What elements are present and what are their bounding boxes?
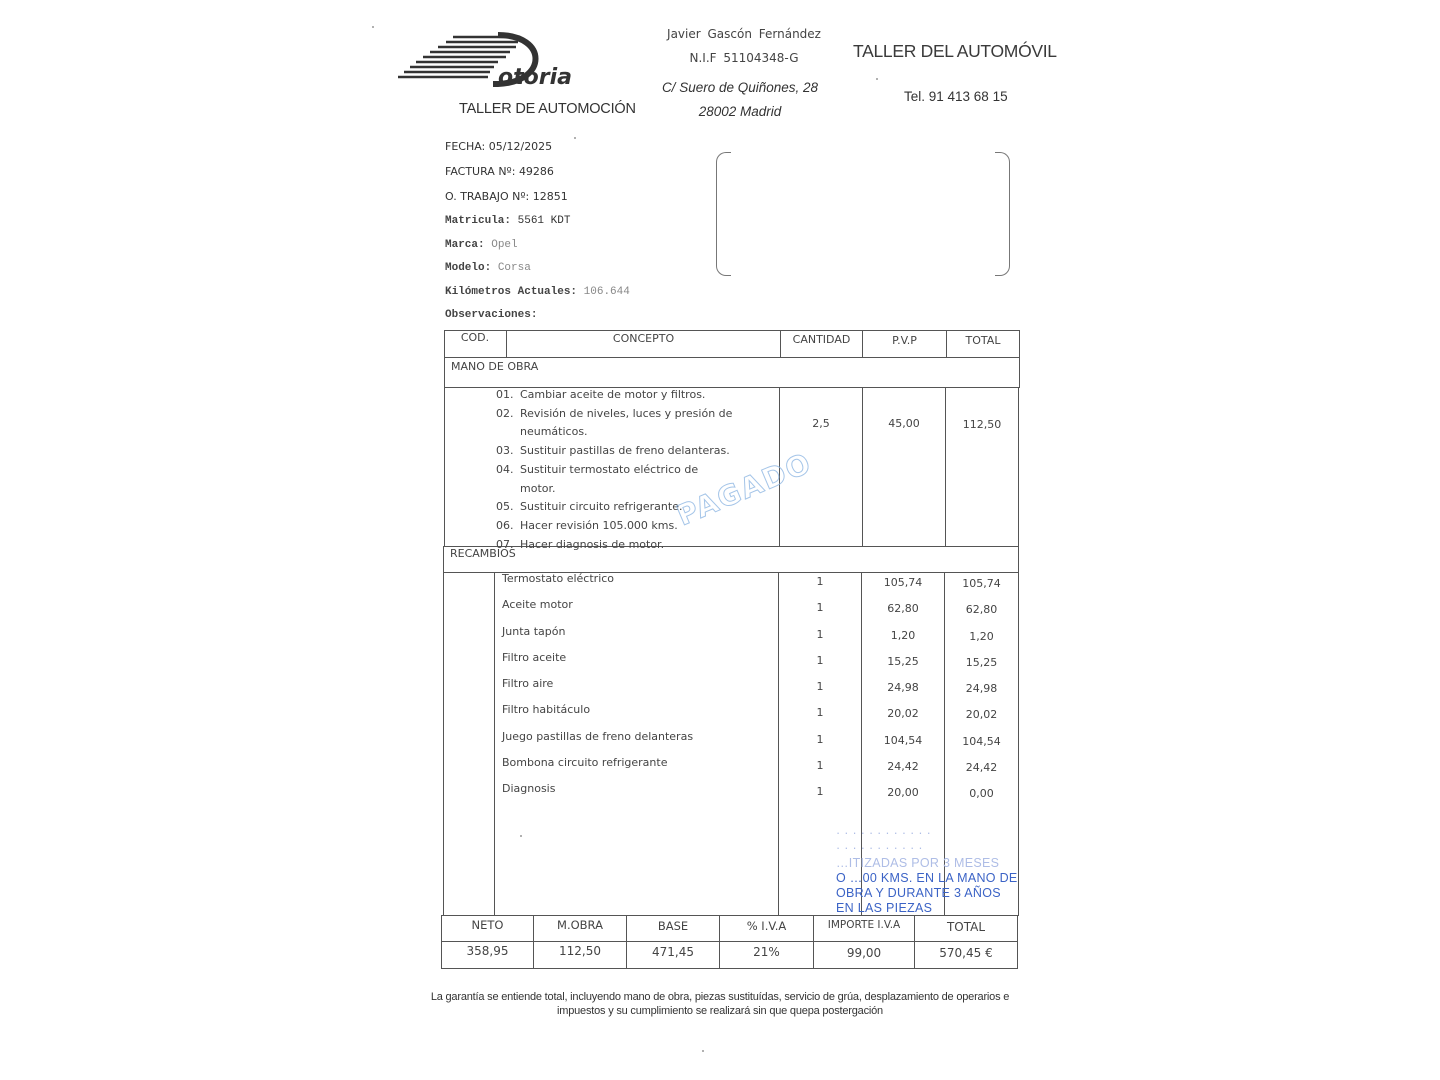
marca-value: Opel	[491, 238, 518, 251]
trabajo-row	[445, 184, 630, 209]
warranty-line: …ITIZADAS POR 3 MESES	[836, 856, 1000, 870]
part-concepto: Junta tapón	[502, 624, 566, 638]
labor-total: 112,50	[962, 418, 1002, 431]
labor-item: 07. Hacer diagnosis de motor.	[496, 537, 665, 551]
scan-speck	[372, 26, 374, 28]
footer-line-1: La garantía se entiende total, incluyendo mano de obra, piezas sustituídas, servicio de grúa, desplazamiento de operarios e	[430, 991, 1010, 1003]
section-recambios: RECAMBIOS	[450, 547, 516, 560]
observaciones-label: Observaciones:	[445, 308, 538, 321]
col-header-concepto: CONCEPTO	[612, 332, 675, 345]
summary-header-total: TOTAL	[946, 920, 986, 934]
part-concepto: Juego pastillas de freno delanteras	[502, 729, 694, 743]
part-concepto: Aceite motor	[502, 598, 573, 612]
owner-block	[660, 22, 828, 70]
invoice-meta	[445, 134, 630, 326]
labor-item: 04. Sustituir termostato eléctrico de motor.	[496, 462, 699, 495]
warranty-stamp	[836, 826, 1026, 916]
labor-item: 03. Sustituir pastillas de freno delanteras.	[496, 444, 730, 458]
address-block	[650, 76, 830, 124]
modelo-row	[445, 256, 630, 280]
fecha-row	[445, 134, 630, 159]
km-value: 106.644	[583, 285, 630, 298]
warranty-line: OBRA Y DURANTE 3 AÑOS	[836, 886, 1001, 900]
parts-list	[502, 572, 693, 809]
labor-items	[496, 386, 735, 554]
km-label: Kilómetros Actuales:	[445, 285, 578, 298]
warranty-line: EN LAS PIEZAS	[836, 901, 933, 915]
paid-stamp: PAGADO	[672, 445, 817, 533]
owner-name: Javier Gascón Fernández	[667, 27, 821, 41]
parts-cantidad: 1 1 1 1 1 1 1 1 1	[816, 575, 824, 799]
footer-line-2: impuestos y su cumplimiento se realizará sin que quepa postergación	[557, 1005, 883, 1017]
summary-neto: 358,95	[466, 944, 509, 958]
part-concepto: Filtro habitáculo	[502, 703, 591, 717]
summary-header-mobra: M.OBRA	[557, 918, 603, 932]
marca-row	[445, 233, 630, 256]
modelo-label: Modelo:	[445, 262, 492, 274]
col-header-total: TOTAL	[965, 334, 1001, 347]
summary-header-neto: NETO	[471, 918, 504, 932]
parts-pvp: 105,74 62,80 1,20 15,25 24,98 20,02 104,54 24,42 20,00	[883, 576, 923, 800]
warranty-line: O …00 KMS. EN LA MANO DE	[836, 871, 1018, 885]
scan-speck	[574, 137, 576, 139]
modelo-value: Corsa	[497, 262, 531, 274]
company-logo	[398, 32, 628, 90]
warranty-line-faint: · · · · · · · · · · · ·	[836, 826, 932, 840]
col-header-cod: COD.	[460, 331, 490, 344]
summary-header-base: BASE	[657, 919, 689, 933]
address-city: 28002 Madrid	[698, 104, 782, 119]
matricula-row	[445, 209, 630, 233]
client-box-right-bracket	[995, 152, 1010, 276]
summary-mobra: 112,50	[559, 944, 601, 958]
part-concepto: Termostato eléctrico	[502, 572, 615, 585]
scan-speck	[702, 1050, 704, 1052]
trabajo-label: O. TRABAJO Nº:	[445, 190, 530, 203]
labor-item: 01. Cambiar aceite de motor y filtros.	[496, 388, 706, 401]
client-box-left-bracket	[716, 152, 731, 276]
owner-nif: N.I.F 51104348-G	[689, 51, 799, 65]
trabajo-value: 12851	[532, 190, 568, 203]
summary-iva-pct: 21%	[753, 945, 780, 959]
warranty-line-faint: · · · · · · · · · · ·	[836, 841, 923, 855]
fecha-label: FECHA:	[445, 140, 486, 153]
summary-total: 570,45 €	[939, 946, 993, 960]
marca-label: Marca:	[445, 238, 485, 251]
scan-speck	[876, 78, 878, 80]
labor-item: 02. Revisión de niveles, luces y presión de neumáticos.	[496, 406, 733, 439]
scan-speck	[520, 835, 522, 837]
labor-pvp: 45,00	[888, 417, 920, 430]
factura-value: 49286	[518, 165, 554, 178]
labor-item: 05. Sustituir circuito refrigerante.	[496, 500, 683, 514]
col-header-pvp: P.V.P	[892, 334, 917, 347]
km-row	[445, 280, 630, 303]
factura-row	[445, 159, 630, 184]
summary-base: 471,45	[652, 945, 694, 959]
labor-item: 06. Hacer revisión 105.000 kms.	[496, 518, 678, 532]
address-street: C/ Suero de Quiñones, 28	[661, 80, 819, 95]
col-header-cantidad: CANTIDAD	[792, 333, 851, 346]
warranty-footer	[380, 990, 1060, 1018]
summary-iva-importe: 99,00	[846, 946, 882, 960]
factura-label: FACTURA Nº:	[445, 165, 516, 178]
summary-header-iva-importe: IMPORTE I.V.A	[827, 919, 901, 931]
labor-cantidad: 2,5	[812, 417, 830, 430]
business-name: TALLER DEL AUTOMÓVIL	[853, 41, 1057, 61]
summary-header-iva-pct: % I.V.A	[746, 919, 787, 933]
company-subtitle: TALLER DE AUTOMOCIÓN	[459, 101, 636, 117]
observaciones-row	[445, 303, 630, 326]
section-mano-de-obra: MANO DE OBRA	[451, 360, 539, 373]
svg-text:otoria: otoria	[498, 65, 572, 90]
fecha-value: 05/12/2025	[488, 140, 553, 153]
parts-total: 105,74 62,80 1,20 15,25 24,98 20,02 104,54 24,42 0,00	[962, 577, 1001, 801]
matricula-label: Matricula:	[445, 215, 512, 227]
part-concepto: Filtro aire	[502, 677, 554, 691]
business-phone: Tel. 91 413 68 15	[904, 89, 1008, 104]
matricula-value: 5561 KDT	[517, 215, 571, 227]
part-concepto: Filtro aceite	[502, 650, 567, 664]
part-concepto: Bombona circuito refrigerante	[502, 756, 668, 770]
part-concepto: Diagnosis	[502, 782, 556, 796]
